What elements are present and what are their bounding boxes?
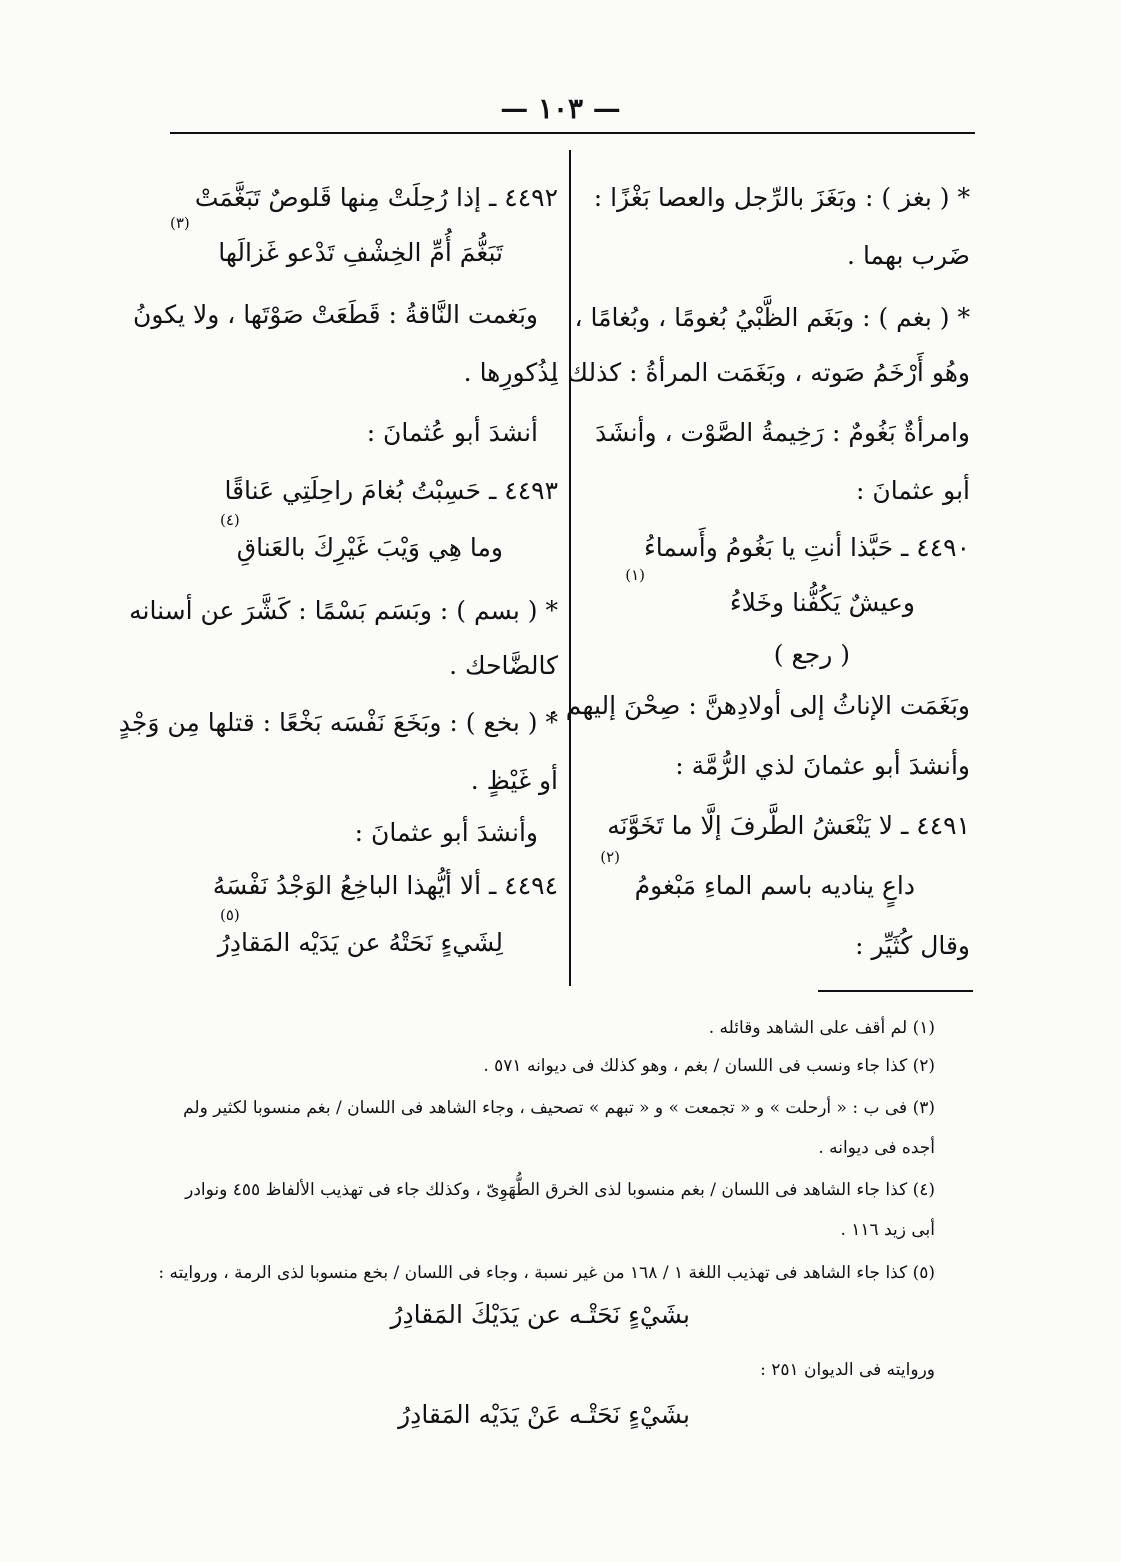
footnote-5-verse-2: بشَيْءٍ نَحَتْـه عَنْ يَدَيْه المَقادِرُ	[398, 1400, 690, 1429]
text-line: وأنشدَ أبو عثمانَ :	[354, 818, 538, 847]
text-line: وامرأةٌ بَغُومٌ : رَخِيمةُ الصَّوْت ، وأنشَدَ	[595, 418, 970, 447]
verse-4492-line-1: ٤٤٩٢ ـ إذا رُحِلَتْ مِنها قَلوصٌ تَبَغَّمَتْ	[194, 183, 558, 212]
verse-4494-line-1: ٤٤٩٤ ـ ألا أيُّهذا الباخِعُ الوَجْدُ نَفْسَهُ	[212, 871, 558, 900]
verse-4492-line-2: تَبَغُّمَ أُمِّ الخِشْفِ تَدْعو غَزالَها	[218, 238, 503, 267]
footnote-5-continued: وروايته فى الديوان ٢٥١ :	[760, 1360, 935, 1380]
text-line: وهُو أَرْخَمُ صَوته ، وبَغَمَت المرأةُ : كذلك .	[551, 358, 970, 387]
section-tag-raja: ( رجع )	[773, 640, 850, 669]
verse-4493-line-1: ٤٤٩٣ ـ حَسِبْتُ بُغامَ راحِلَتِي عَناقًا	[224, 476, 558, 505]
note-mark-4: (٤)	[220, 511, 240, 529]
footnote-5: (٥) كذا جاء الشاهد فى تهذيب اللغة ١ / ١٦٨ من غير نسبة ، وجاء فى اللسان / بخع منسوبا لذى الرمة ، وروايته :	[158, 1263, 935, 1283]
footnote-4-continued: أبى زيد ١١٦ .	[840, 1220, 935, 1240]
footnote-1: (١) لم أقف على الشاهد وقائله .	[708, 1018, 935, 1038]
verse-4490-line-2: وعيشٌ يَكُفُّنا وخَلاءُ	[729, 588, 915, 617]
column-divider	[569, 150, 571, 986]
entry-baghz: * ( بغز ) : وبَغَزَ بالرِّجل والعصا بَغْزًا :	[593, 183, 970, 212]
verse-4491-line-2: داعٍ يناديه باسم الماءِ مَبْغومُ	[634, 871, 915, 900]
note-mark-5: (٥)	[220, 906, 240, 924]
entry-bakhaa: * ( بخع ) : وبَخَعَ نَفْسَه بَخْعًا : قتلها مِن وَجْدٍ	[118, 708, 558, 737]
verse-4494-line-2: لِشَيءٍ نَحَتْهُ عن يَدَيْه المَقادِرُ	[217, 928, 503, 957]
text-line: وقال كُثَيِّر :	[855, 931, 970, 960]
text-line: كالضَّاحك .	[449, 651, 558, 680]
footnote-3: (٣) فى ب : « أرحلت » و « تجمعت » و « تبهم » تصحيف ، وجاء الشاهد فى اللسان / بغم منسوبا لكثير ولم	[183, 1098, 935, 1118]
footnote-5-verse-1: بشَيْءٍ نَحَتْـه عن يَدَيْكَ المَقادِرُ	[390, 1300, 690, 1329]
verse-4493-line-2: وما هِي وَيْبَ غَيْرِكَ بالعَناقِ	[236, 533, 503, 562]
text-line: وبَغمت النَّاقةُ : قَطَعَتْ صَوْتَها ، ولا يكونُ	[133, 300, 538, 329]
note-mark-3: (٣)	[170, 214, 190, 232]
text-line: ضَرب بهما .	[847, 241, 970, 270]
text-line: أبو عثمانَ :	[855, 476, 970, 505]
entry-basam: * ( بسم ) : وبَسَم بَسْمًا : كَشَّرَ عن أسنانه	[129, 596, 558, 625]
note-mark-2: (٢)	[600, 848, 620, 866]
text-line: أو غَيْظٍ .	[470, 766, 558, 795]
footnote-4: (٤) كذا جاء الشاهد فى اللسان / بغم منسوبا لذى الخرق الطُّهَوِىّ ، وكذلك جاء فى تهذيب الألفاظ ٤٥٥ ونوادر	[185, 1180, 935, 1200]
text-line: وأنشدَ أبو عثمانَ لذي الرُّمَّة :	[675, 751, 970, 780]
header-rule	[170, 132, 975, 134]
footnote-rule	[818, 990, 973, 992]
footnote-2: (٢) كذا جاء ونسب فى اللسان / بغم ، وهو كذلك فى ديوانه ٥٧١ .	[483, 1056, 935, 1076]
text-line: وبَغَمَت الإناثُ إلى أولادِهنَّ : صِحْنَ إليهم .	[549, 691, 970, 720]
verse-4491-line-1: ٤٤٩١ ـ لا يَنْعَشُ الطَّرفَ إلَّا ما تَخَوَّنَه	[607, 811, 970, 840]
verse-4490-line-1: ٤٤٩٠ ـ حَبَّذا أنتِ يا بَغُومُ وأَسماءُ	[643, 533, 970, 562]
text-line: أنشدَ أبو عُثمانَ :	[366, 418, 538, 447]
text-line: لِذُكورِها .	[463, 358, 558, 387]
footnote-3-continued: أجده فى ديوانه .	[818, 1138, 935, 1158]
page-number: — ١٠٣ —	[500, 92, 621, 125]
entry-bagham: * ( بغم ) : وبَغَم الظَّبْيُ بُغومًا ، وبُغامًا ،	[574, 303, 970, 332]
note-mark-1: (١)	[625, 566, 645, 584]
